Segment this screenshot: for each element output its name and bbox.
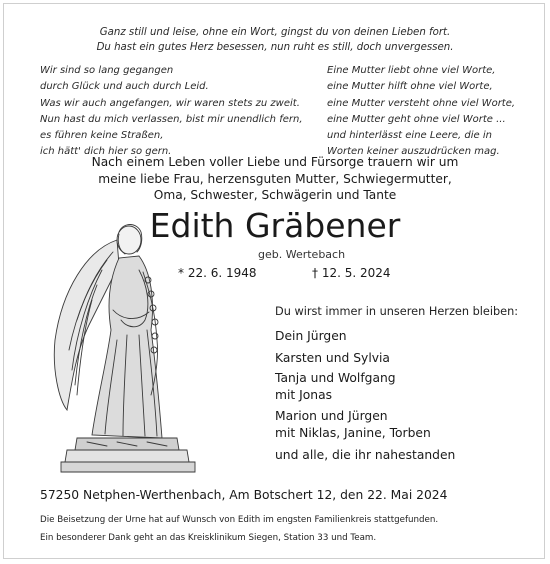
motto-line: Du hast ein gutes Herz besessen, nun ruht es still, doch unvergessen. (96, 42, 454, 53)
place-rest: , Am Botschert 12, den 22. Mai 2024 (221, 488, 448, 502)
family-line: und alle, die ihr nahestanden (275, 448, 456, 462)
intro-line: Nach einem Leben voller Liebe und Fürsorge trauern wir um (91, 155, 459, 169)
family-group (275, 408, 431, 442)
family-line: Marion und Jürgen (275, 409, 388, 423)
maiden-name: geb. Wertebach (258, 248, 346, 261)
family-group (275, 350, 390, 367)
poem-left-line: es führen keine Straßen, (40, 130, 164, 142)
motto (0, 25, 550, 55)
family-group (275, 328, 347, 345)
family-group (275, 370, 396, 404)
angel-statue-illustration (47, 210, 227, 480)
poem-right-line: eine Mutter hilft ohne viel Worte, (327, 81, 493, 93)
poem-right-line: eine Mutter versteht ohne viel Worte, (327, 97, 516, 109)
footnote-line: Die Beisetzung der Urne hat auf Wunsch von Edith im engsten Familienkreis stattgefunden. (40, 515, 439, 525)
poem-right-line: eine Mutter geht ohne viel Worte ... (327, 113, 506, 125)
birth-date: * 22. 6. 1948 (178, 266, 257, 280)
poem-right-line: Worten keiner auszudrücken mag. (327, 146, 500, 158)
family-line: Dein Jürgen (275, 329, 347, 343)
poem-left-line: Was wir auch angefangen, wir waren stets zu zweit. (40, 97, 300, 109)
footnotes (40, 511, 438, 547)
poem-right-line: Eine Mutter liebt ohne viel Worte, (327, 65, 496, 76)
poem-right (327, 63, 515, 161)
family-line: mit Niklas, Janine, Torben (275, 426, 431, 440)
footnote-line: Ein besonderer Dank geht an das Kreisklinikum Siegen, Station 33 und Team. (40, 533, 377, 543)
remember-line: Du wirst immer in unseren Herzen bleiben: (275, 305, 519, 318)
poem-right-line: und hinterlässt eine Leere, die in (327, 130, 492, 142)
death-date: † 12. 5. 2024 (312, 266, 391, 280)
intro-line: Oma, Schwester, Schwägerin und Tante (153, 188, 397, 203)
intro-text (0, 154, 550, 204)
family-group (275, 447, 455, 464)
place-date-line (40, 487, 447, 503)
poem-left-line: ich hätt' dich hier so gern. (40, 146, 172, 158)
poem-left-line: durch Glück und auch durch Leid. (40, 81, 209, 93)
deceased-name: Edith Gräbener (149, 206, 401, 245)
family-line: Tanja und Wolfgang (275, 371, 396, 385)
poem-left-line: Nun hast du mich verlassen, bist mir unendlich fern, (40, 113, 303, 125)
motto-line: Ganz still und leise, ohne ein Wort, gingst du von deinen Lieben fort. (99, 27, 451, 38)
poem-left-line: Wir sind so lang gegangen (40, 65, 174, 76)
intro-line: meine liebe Frau, herzensguten Mutter, Schwiegermutter, (98, 171, 452, 186)
family-line: Karsten und Sylvia (275, 351, 390, 365)
place-bold: 57250 Netphen-Werthenbach (40, 488, 222, 502)
poem-left (40, 63, 303, 161)
family-line: mit Jonas (275, 388, 333, 402)
